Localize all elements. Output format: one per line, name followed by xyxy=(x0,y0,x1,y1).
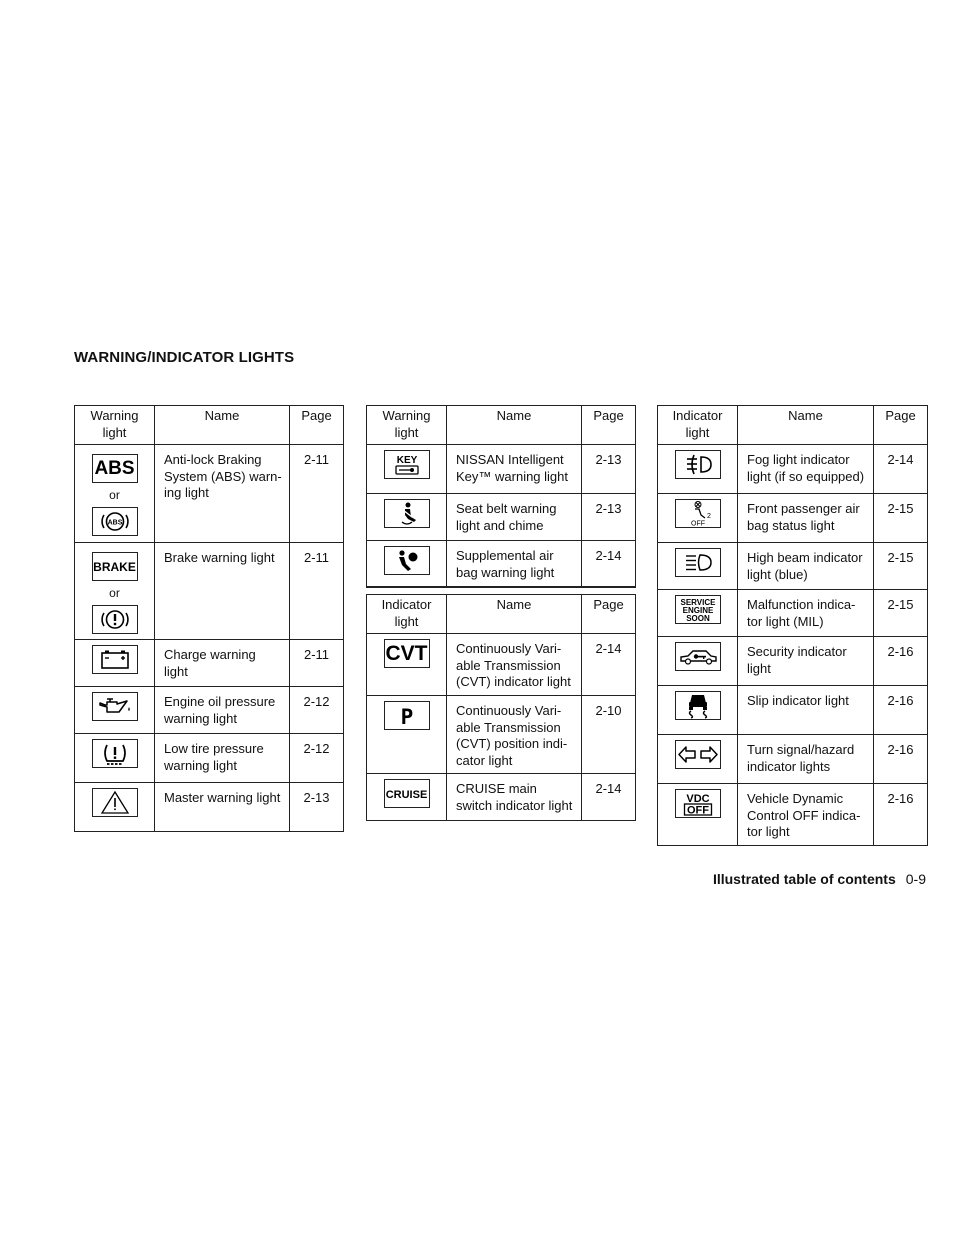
key-icon xyxy=(384,450,430,479)
table-header-row xyxy=(367,595,636,634)
header-name: Name xyxy=(447,406,582,445)
table-row xyxy=(658,784,928,846)
row-page: 2-15 xyxy=(874,494,928,543)
row-name: Charge warning light xyxy=(155,640,290,687)
svg-text:OFF: OFF xyxy=(686,804,709,817)
table-row xyxy=(367,541,636,587)
table-header-row xyxy=(75,406,344,445)
seat-belt-icon xyxy=(384,499,430,528)
warning-triangle-icon xyxy=(92,788,138,817)
battery-icon xyxy=(92,645,138,674)
service-engine-soon-icon xyxy=(675,595,721,624)
row-page: 2-10 xyxy=(582,696,636,774)
cvt-position-icon xyxy=(384,701,430,730)
header-name: Name xyxy=(447,595,582,634)
table-row xyxy=(75,734,344,783)
slip-icon xyxy=(675,691,721,720)
header-page: Page xyxy=(582,406,636,445)
table-row xyxy=(367,494,636,541)
high-beam-icon xyxy=(675,548,721,577)
tire-pressure-icon xyxy=(92,739,138,768)
table-row xyxy=(75,687,344,734)
table-row xyxy=(658,590,928,637)
table-row xyxy=(658,543,928,590)
passenger-airbag-off-icon xyxy=(675,499,721,528)
row-name: Vehicle Dynamic Control OFF indica-tor light xyxy=(738,784,874,846)
row-name: Turn signal/hazard indicator lights xyxy=(738,735,874,784)
row-name: Slip indicator light xyxy=(738,686,874,735)
row-page: 2-16 xyxy=(874,686,928,735)
svg-text:VDC: VDC xyxy=(685,793,710,805)
row-name: Anti-lock Braking System (ABS) warn-ing light xyxy=(155,445,290,543)
row-name: NISSAN Intelligent Key™ warning light xyxy=(447,445,582,494)
row-page: 2-12 xyxy=(290,687,344,734)
svg-text:ENGINE: ENGINE xyxy=(682,606,713,615)
table-row xyxy=(367,634,636,696)
svg-text:OFF: OFF xyxy=(690,520,705,527)
row-name: Fog light indicator light (if so equipped) xyxy=(738,445,874,494)
fog-light-icon xyxy=(675,450,721,479)
turn-signal-icon xyxy=(675,740,721,769)
row-name: Brake warning light xyxy=(155,543,290,640)
table-row xyxy=(658,735,928,784)
header-page: Page xyxy=(582,595,636,634)
header-warning-light: Warning light xyxy=(75,406,155,445)
row-page: 2-13 xyxy=(582,445,636,494)
table-row xyxy=(75,640,344,687)
header-page: Page xyxy=(874,406,928,445)
row-name: Master warning light xyxy=(155,783,290,832)
row-name: High beam indicator light (blue) xyxy=(738,543,874,590)
oil-can-icon xyxy=(92,692,138,721)
row-page: 2-12 xyxy=(290,734,344,783)
header-page: Page xyxy=(290,406,344,445)
cruise-icon: CRUISE xyxy=(384,779,430,808)
footer-page-number: 0-9 xyxy=(905,871,926,887)
row-name: Engine oil pressure warning light xyxy=(155,687,290,734)
row-page: 2-13 xyxy=(582,494,636,541)
indicator-lights-table-2 xyxy=(366,594,636,821)
table-row xyxy=(658,637,928,686)
svg-text:KEY: KEY xyxy=(396,455,417,466)
row-page: 2-13 xyxy=(290,783,344,832)
abs-icon: ABS xyxy=(92,454,138,483)
table-row xyxy=(658,494,928,543)
cvt-icon: CVT xyxy=(384,639,430,668)
row-page: 2-16 xyxy=(874,784,928,846)
header-indicator-light: Indicator light xyxy=(658,406,738,445)
svg-text:SOON: SOON xyxy=(685,614,710,623)
table-row xyxy=(367,774,636,821)
indicator-lights-table-3 xyxy=(657,405,928,846)
table-row xyxy=(367,445,636,494)
row-name: Security indicator light xyxy=(738,637,874,686)
abs-circle-icon xyxy=(92,507,138,536)
row-page: 2-16 xyxy=(874,637,928,686)
svg-text:2: 2 xyxy=(706,513,711,520)
warning-lights-table-1 xyxy=(74,405,344,832)
brake-circle-icon xyxy=(92,605,138,634)
section-heading: WARNING/INDICATOR LIGHTS xyxy=(74,349,295,366)
header-name: Name xyxy=(738,406,874,445)
header-name: Name xyxy=(155,406,290,445)
row-page: 2-16 xyxy=(874,735,928,784)
page-footer xyxy=(713,871,926,887)
row-page: 2-11 xyxy=(290,640,344,687)
row-name: Low tire pressure warning light xyxy=(155,734,290,783)
header-indicator-light: Indicator light xyxy=(367,595,447,634)
warning-lights-table-2 xyxy=(366,405,636,588)
table-row xyxy=(75,783,344,832)
brake-icon: BRAKE xyxy=(92,552,138,581)
security-car-icon xyxy=(675,642,721,671)
row-page: 2-11 xyxy=(290,445,344,543)
table-row xyxy=(658,686,928,735)
svg-text:ABS: ABS xyxy=(107,519,122,527)
or-label: or xyxy=(109,488,120,502)
svg-text:SERVICE: SERVICE xyxy=(680,598,715,607)
table-row xyxy=(75,445,344,543)
table-row xyxy=(658,445,928,494)
row-name: Malfunction indica-tor light (MIL) xyxy=(738,590,874,637)
row-name: Continuously Vari-able Transmission (CVT) indicator light xyxy=(447,634,582,696)
row-page: 2-14 xyxy=(582,634,636,696)
table-row xyxy=(367,696,636,774)
row-name: Continuously Vari-able Transmission (CVT) position indi-cator light xyxy=(447,696,582,774)
table-header-row xyxy=(367,406,636,445)
table-row xyxy=(75,543,344,640)
row-name: Front passenger air bag status light xyxy=(738,494,874,543)
row-page: 2-11 xyxy=(290,543,344,640)
svg-text:P: P xyxy=(400,705,413,729)
footer-section-title: Illustrated table of contents xyxy=(712,871,896,887)
row-name: CRUISE main switch indicator light xyxy=(447,774,582,821)
row-page: 2-15 xyxy=(874,543,928,590)
row-name: Seat belt warning light and chime xyxy=(447,494,582,541)
row-page: 2-14 xyxy=(582,541,636,587)
table-header-row xyxy=(658,406,928,445)
row-page: 2-15 xyxy=(874,590,928,637)
vdc-off-icon xyxy=(675,789,721,818)
header-warning-light: Warning light xyxy=(367,406,447,445)
row-page: 2-14 xyxy=(874,445,928,494)
row-page: 2-14 xyxy=(582,774,636,821)
air-bag-icon xyxy=(384,546,430,575)
row-name: Supplemental air bag warning light xyxy=(447,541,582,587)
or-label: or xyxy=(109,586,120,600)
